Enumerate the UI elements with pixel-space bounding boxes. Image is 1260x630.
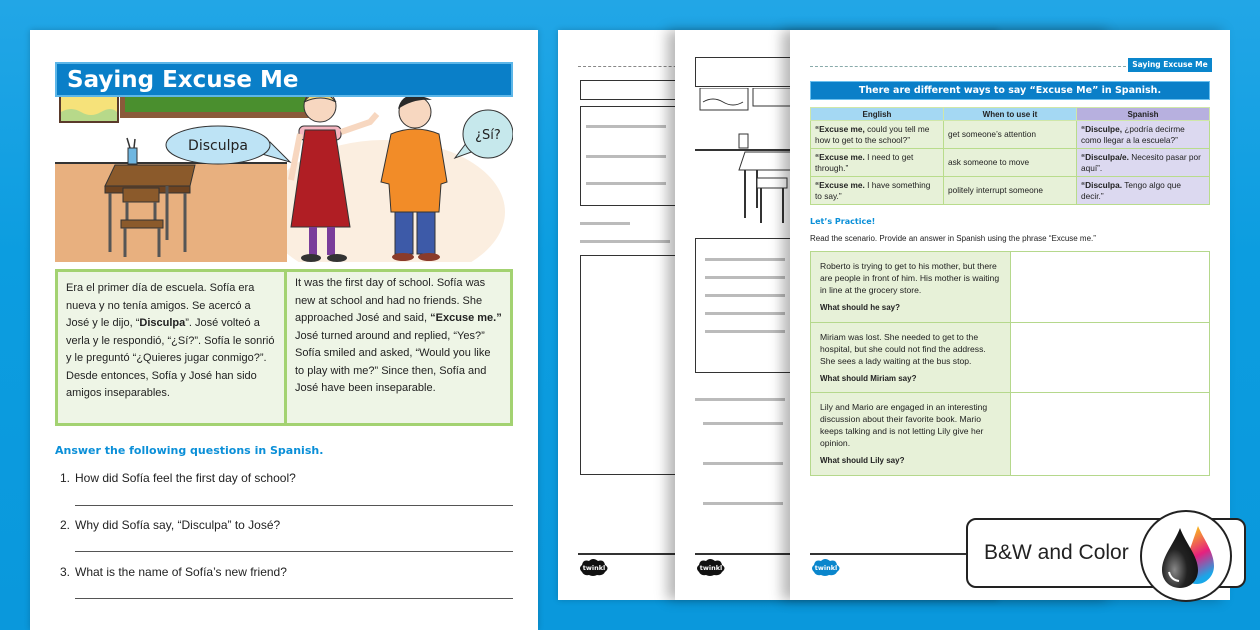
placeholder-line (703, 422, 783, 425)
story-english: It was the first day of school. Sofía was new at school and had no friends. She approached José and said, “Excuse me.” José turned around and replied, “Yes?” Sofía smiled and asked, “Would you like to play with me?” Since then, Sofía and José have been inseparable. (284, 272, 510, 423)
answer-cell[interactable] (1011, 252, 1210, 323)
col-english: English (811, 108, 944, 121)
scenario-row: Lily and Mario are engaged in an interesting discussion about their favorite book. Mario keeps talking and is not letting Lily give her opinion. What should Lily say? (811, 393, 1210, 476)
answer-cell[interactable] (1011, 393, 1210, 476)
story-box (55, 269, 513, 426)
svg-text:twinkl: twinkl (582, 564, 606, 572)
badge-label: B&W and Color (984, 541, 1129, 564)
story-spanish: Era el primer día de escuela. Sofía era nueva y no tenía amigos. Se acercó a José y le dijo, “Disculpa”. José volteó a verla y le respondió, “¿Sí?”. Sofía le sonrió y le preguntó “¿Quieres jugar conmigo?”. Desde entonces, Sofía y José han sido amigos inseparables. (66, 282, 275, 399)
question-3: 3. What is the name of Sofía’s new friend? (60, 565, 287, 579)
header-tag: Saying Excuse Me (1128, 58, 1212, 72)
table-row: “Excuse me. I have something to say.” politely interrupt someone “Disculpa. Tengo algo que decir.” (811, 177, 1210, 205)
page-title: Saying Excuse Me (55, 62, 513, 97)
placeholder-line (705, 276, 785, 279)
answer-line-3[interactable] (75, 598, 513, 599)
table-row: “Excuse me, could you tell me how to get to the school?” get someone’s attention “Disculpe, ¿podría decirme como llegar a la escuela?” (811, 121, 1210, 149)
worksheet-story-color (30, 30, 538, 630)
placeholder-line (695, 398, 785, 401)
placeholder-line (586, 125, 666, 128)
placeholder-line (580, 240, 670, 243)
bubble-girl-text: Disculpa (188, 138, 248, 154)
answer-line-2[interactable] (75, 551, 513, 552)
svg-text:twinkl: twinkl (814, 564, 838, 572)
answer-line-1[interactable] (75, 505, 513, 506)
col-spanish: Spanish (1077, 108, 1210, 121)
twinkl-logo (810, 558, 842, 576)
col-when: When to use it (944, 108, 1077, 121)
scenario-table (810, 251, 1210, 476)
phrases-table (810, 107, 1210, 205)
ink-drops-icon (1140, 510, 1232, 602)
twinkl-logo (578, 558, 610, 576)
placeholder-line (703, 462, 783, 465)
chalkboard-icon (120, 95, 310, 118)
question-1: 1. How did Sofía feel the first day of school? (60, 471, 296, 485)
header-dashed-line (810, 66, 1126, 67)
question-2: 2. Why did Sofía say, “Disculpa” to José? (60, 518, 281, 532)
placeholder-line (705, 330, 785, 333)
practice-heading: Let’s Practice! (810, 217, 876, 226)
scenario-row: Miriam was lost. She needed to get to the hospital, but she could not find the address. She sees a lady waiting at the bus stop. What should Miriam say? (811, 323, 1210, 393)
placeholder-line (586, 182, 666, 185)
story-content (30, 30, 538, 630)
svg-text:twinkl: twinkl (699, 564, 723, 572)
scenario-row: Roberto is trying to get to his mother, but there are people in front of him. His mother is waiting in line at the grocery store. What should he say? (811, 252, 1210, 323)
table-row: “Excuse me. I need to get through.” ask someone to move “Disculpa/e. Necesito pasar por aquí”. (811, 149, 1210, 177)
placeholder-line (705, 294, 785, 297)
practice-instructions: Read the scenario. Provide an answer in Spanish using the phrase “Excuse me.” (810, 234, 1096, 243)
placeholder-line (705, 312, 785, 315)
questions-heading: Answer the following questions in Spanish. (55, 444, 324, 457)
practice-title: There are different ways to say “Excuse Me” in Spanish. (810, 81, 1210, 100)
placeholder-line (703, 502, 783, 505)
window-icon (60, 95, 118, 122)
placeholder-line (580, 222, 630, 225)
classroom-illustration-bw (695, 88, 805, 228)
placeholder-line (586, 155, 666, 158)
placeholder-line (705, 258, 785, 261)
twinkl-logo (695, 558, 727, 576)
bubble-boy-text: ¿Sí? (475, 128, 501, 143)
answer-cell[interactable] (1011, 323, 1210, 393)
